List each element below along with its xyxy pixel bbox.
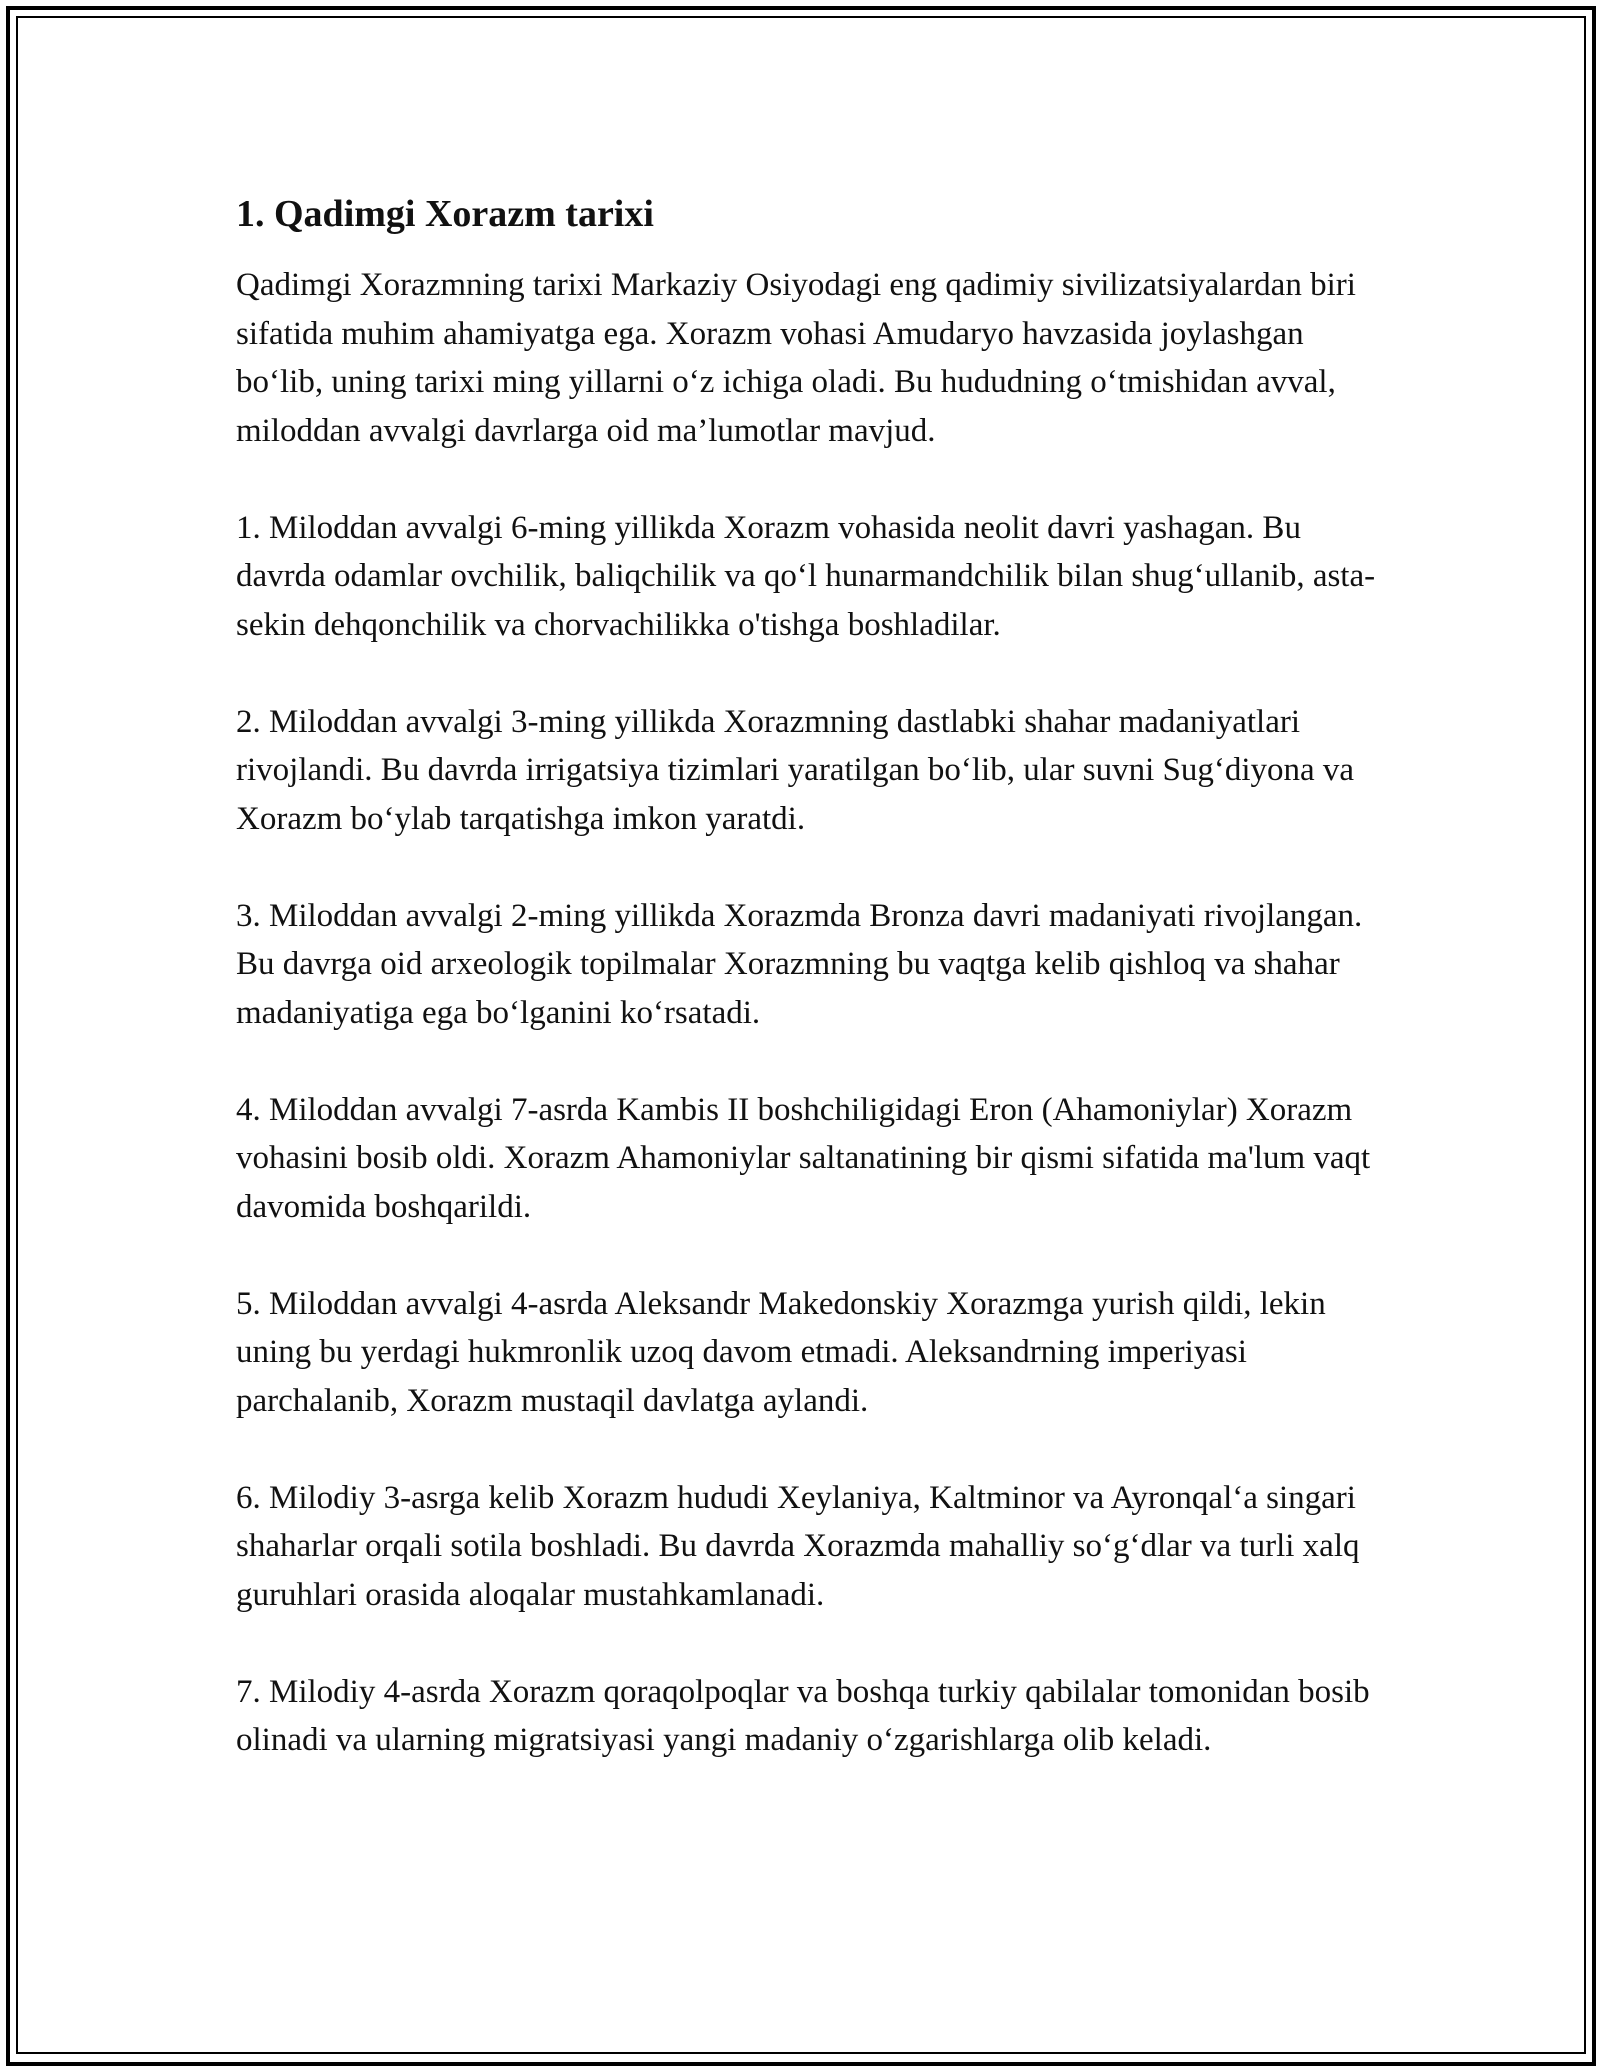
list-item: 6. Milodiy 3-asrga kelib Xorazm hududi Xeylaniya, Kaltminor va Ayronqal‘a singari shaharlar orqali sotila boshladi. Bu davrda Xorazmda mahalliy so‘g‘dlar va turli xalq guruhlari orasida aloqalar mustahkamlanadi. (236, 1479, 1360, 1613)
list-item: 2. Miloddan avvalgi 3-ming yillikda Xorazmning dastlabki shahar madaniyatlari rivojlandi. Bu davrda irrigatsiya tizimlari yaratilgan bo‘lib, ular suvni Sug‘diyona va Xorazm bo‘ylab tarqatishga imkon yaratdi. (236, 703, 1355, 837)
list-item: 3. Miloddan avvalgi 2-ming yillikda Xorazmda Bronza davri madaniyati rivojlangan. Bu davrga oid arxeologik topilmalar Xorazmning bu vaqtga kelib qishloq va shahar madaniyatiga ega bo‘lganini ko‘rsatadi. (236, 897, 1363, 1031)
document-title: 1. Qadimgi Xorazm tarixi (236, 193, 654, 235)
list-item: 1. Miloddan avvalgi 6-ming yillikda Xorazm vohasida neolit davri yashagan. Bu davrda odamlar ovchilik, baliqchilik va qo‘l hunarmandchilik bilan shug‘ullanib, asta-sekin dehqonchilik va chorvachilikka o'tishga boshladilar. (236, 509, 1376, 643)
list-item: 4. Miloddan avvalgi 7-asrda Kambis II boshchiligidagi Eron (Ahamoniylar) Xorazm vohasini bosib oldi. Xorazm Ahamoniylar saltanatining bir qismi sifatida ma'lum vaqt davomida boshqarildi. (236, 1091, 1371, 1225)
intro-paragraph: Qadimgi Xorazmning tarixi Markaziy Osiyodagi eng qadimiy sivilizatsiyalardan biri sifatida muhim ahamiyatga ega. Xorazm vohasi Amudaryo havzasida joylashgan bo‘lib, uning tarixi ming yillarni o‘z ichiga oladi. Bu hududning o‘tmishidan avval, miloddan avvalgi davrlarga oid ma’lumotlar mavjud. (236, 267, 1356, 449)
list-item: 7. Milodiy 4-asrda Xorazm qoraqolpoqlar va boshqa turkiy qabilalar tomonidan bosib olinadi va ularning migratsiyasi yangi madaniy o‘zgarishlarga olib keladi. (236, 1673, 1370, 1758)
document-page (236, 188, 1396, 1765)
list-item: 5. Miloddan avvalgi 4-asrda Aleksandr Makedonskiy Xorazmga yurish qildi, lekin uning bu yerdagi hukmronlik uzoq davom etmadi. Aleksandrning imperiyasi parchalanib, Xorazm mustaqil davlatga aylandi. (236, 1285, 1326, 1419)
